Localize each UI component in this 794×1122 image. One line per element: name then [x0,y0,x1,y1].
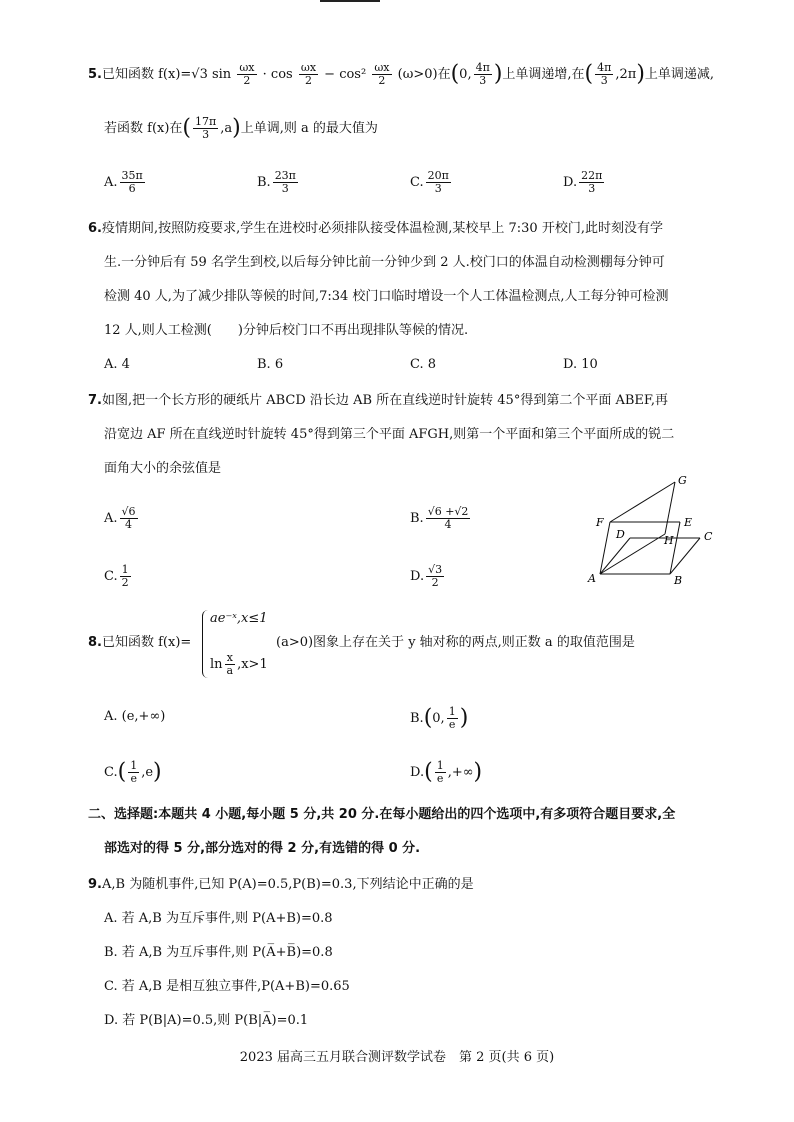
q7-line1: 7.如图,把一个长方形的硬纸片 ABCD 沿长边 AB 所在直线逆时针旋转 45°得到第二个平面 ABEF,再 [88,393,669,408]
q7-line2: 沿宽边 AF 所在直线逆时针旋转 45°得到第三个平面 AFGH,则第一个平面和第三个平面所成的锐二 [104,427,675,442]
fraction: $\frac{\omega x}{2}$ [300,61,317,87]
q6-option-a: A. 4 [104,357,130,372]
q5-line1: 5.已知函数 f(x)=√3 sin $\frac{\omega x}{2}$ · cos $\frac{\omega x}{2}$ − cos² $\frac{\omega x}{2}$ (ω>0)在(0, $\frac{4\pi}{3}$ )上单调递增,在( $\frac{4\pi}{3}$ ,2π)上单调递减, [88,61,715,87]
q8-option-d: D.( $\frac{1}{e}$ ,+∞) [410,759,483,785]
label-a: A [588,572,596,585]
q7-option-b: B. $\frac{√6 +√2}{4}$ [410,505,469,531]
q7-figure [580,470,720,590]
q5-number: 5. [88,67,102,82]
page-footer: 2023 届高三五月联合测评数学试卷 第 2 页(共 6 页) [239,1050,555,1065]
label-f: F [596,516,604,529]
q8-case1: ae⁻ˣ,x≤1 [210,611,268,626]
q7-option-a: A. $\frac{√6}{4}$ [104,505,136,531]
edge-fg [610,482,675,522]
label-e: E [684,516,693,529]
q5-option-d: D. $\frac{22\pi}{3}$ [563,169,603,195]
q5-option-c: C. $\frac{20\pi}{3}$ [410,169,449,195]
q8-line1: 8.已知函数 f(x)= [88,635,192,650]
q8-option-a: A. (e,+∞) [104,709,166,724]
q6-option-c: C. 8 [410,357,437,372]
q9-number: 9. [88,877,102,892]
q8-case2: ln $\frac{x}{a}$ ,x>1 [210,651,268,677]
label-g: G [678,474,687,487]
fraction: $\frac{4\pi}{3}$ [475,61,490,87]
q9-stem: 9.A,B 为随机事件,已知 P(A)=0.5,P(B)=0.3,下列结论中正确的是 [88,877,474,892]
q8-option-b: B.(0, $\frac{1}{e}$ ) [410,705,469,731]
q6-option-b: B. 6 [257,357,284,372]
q6-line4: 12 人,则人工检测( )分钟后校门口不再出现排队等候的情况. [104,323,469,338]
scan-mark [320,0,380,2]
q6-option-d: D. 10 [563,357,598,372]
q7-option-c: C. $\frac{1}{2}$ [104,563,129,589]
q9-option-b: B. 若 A,B 为互斥事件,则 P(A̅+B̅)=0.8 [104,945,333,960]
q9-option-d: D. 若 P(B|A)=0.5,则 P(B|A̅)=0.1 [104,1013,309,1028]
fraction: $\frac{4\pi}{3}$ [597,61,612,87]
label-d: D [616,528,625,541]
q7-option-d: D. $\frac{√3}{2}$ [410,563,443,589]
q7-number: 7. [88,393,102,408]
fraction: $\frac{\omega x}{2}$ [374,61,390,87]
edge-be [670,522,680,574]
edge-ah [600,534,665,574]
edge-bc [670,538,700,574]
q5-option-b: B. $\frac{23\pi}{3}$ [257,169,296,195]
q6-line1: 6.疫情期间,按照防疫要求,学生在进校时必须排队接受体温检测,某校早上 7:30 开校门,此时刻没有学 [88,221,663,236]
q8-text: (a>0)图象上存在关于 y 轴对称的两点,则正数 a 的取值范围是 [276,635,635,650]
fraction: $\frac{\omega x}{2}$ [239,61,255,87]
edge-gh [665,482,675,534]
label-h: H [664,534,674,547]
q7-line3: 面角大小的余弦值是 [104,461,222,476]
q6-line2: 生.一分钟后有 59 名学生到校,以后每分钟比前一分钟少到 2 人.校门口的体温自动检测棚每分钟可 [104,255,665,270]
q5-option-a: A. $\frac{35\pi}{6}$ [104,169,143,195]
fraction: $\frac{17\pi}{3}$ [195,115,217,141]
q6-line3: 检测 40 人,为了减少排队等候的时间,7:34 校门口临时增设一个人工体温检测点,人工每分钟可检测 [104,289,669,304]
q6-number: 6. [88,221,102,236]
label-b: B [674,574,683,587]
q8-option-c: C.( $\frac{1}{e}$ ,e) [104,759,162,785]
edge-af [600,522,610,574]
q5-line2: 若函数 f(x)在( $\frac{17\pi}{3}$ ,a)上单调,则 a 的最大值为 [104,115,378,141]
q9-option-c: C. 若 A,B 是相互独立事件,P(A+B)=0.65 [104,979,350,994]
label-c: C [704,530,713,543]
section2-line2: 部选对的得 5 分,部分选对的得 2 分,有选错的得 0 分. [104,841,421,856]
edge-ad [600,538,630,574]
section2-line1: 二、选择题:本题共 4 小题,每小题 5 分,共 20 分.在每小题给出的四个选项中,有多项符合题目要求,全 [88,807,676,822]
q8-number: 8. [88,635,102,650]
q9-option-a: A. 若 A,B 为互斥事件,则 P(A+B)=0.8 [104,911,333,926]
